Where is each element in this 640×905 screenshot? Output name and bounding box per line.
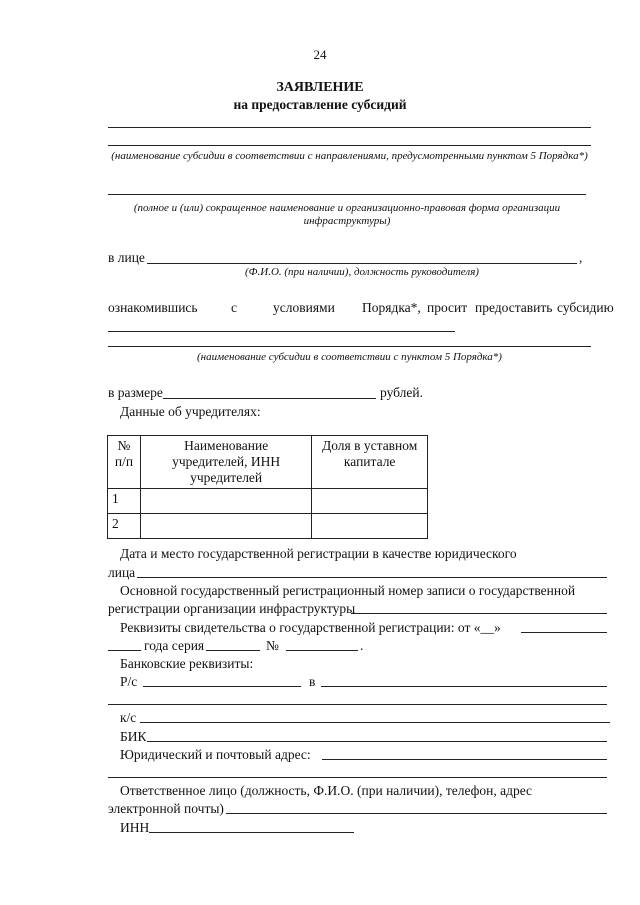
familiar-word-6: предоставить [475, 300, 553, 315]
subsidy-name-note: (наименование субсидии в соответствии с направлениями, предусмотренными пунктом 5 Порядка*) [111, 150, 588, 162]
amount-label: в размере [108, 385, 163, 400]
responsible-line-2: электронной почты) [108, 801, 224, 816]
amount-line[interactable] [163, 398, 376, 399]
table-row [108, 514, 428, 539]
familiar-word-5: просит [427, 300, 468, 315]
row-number: 2 [108, 514, 141, 539]
head-name-line[interactable] [147, 263, 577, 264]
document-subtitle: на предоставление субсидий [233, 97, 407, 112]
founders-table-header-row [108, 436, 428, 489]
ks-label: к/с [120, 710, 137, 725]
org-name-note-2: инфраструктуры) [303, 215, 391, 227]
subsidy-line-2[interactable] [108, 346, 591, 347]
share-cell[interactable] [312, 489, 428, 514]
founder-name-cell[interactable] [140, 514, 311, 539]
rs-label: Р/с [120, 674, 138, 689]
bank-label: Банковские реквизиты: [120, 656, 254, 671]
row-number: 1 [108, 489, 141, 514]
subsidy-line-1[interactable] [108, 331, 455, 332]
rs-in-label: в [309, 674, 316, 689]
founders-label: Данные об учредителях: [120, 404, 261, 419]
familiar-word-3: условиями [273, 300, 335, 315]
responsible-line-1: Ответственное лицо (должность, Ф.И.О. (при наличии), телефон, адрес [120, 783, 533, 798]
page-number: 24 [313, 47, 327, 62]
rs-field[interactable] [143, 686, 301, 687]
subsidy-name-note-2: (наименование субсидии в соответствии с пунктом 5 Порядка*) [197, 351, 502, 363]
in-person-comma: , [579, 250, 583, 265]
bik-field[interactable] [147, 741, 607, 742]
cert-date-field[interactable] [521, 632, 607, 633]
document-title: ЗАЯВЛЕНИЕ [276, 80, 364, 95]
share-cell[interactable] [312, 514, 428, 539]
col-header-number: № п/п [108, 436, 141, 489]
head-name-note: (Ф.И.О. (при наличии), должность руководителя) [245, 266, 479, 278]
amount-unit: рублей. [380, 385, 424, 400]
col-header-founder-name: Наименование учредителей, ИНН учредителей [140, 436, 311, 489]
address-field[interactable] [322, 759, 607, 760]
cert-number-field[interactable] [286, 650, 358, 651]
responsible-field[interactable] [226, 813, 607, 814]
familiar-word-4: Порядка*, [362, 300, 421, 315]
inn-label: ИНН [120, 820, 150, 835]
ks-field[interactable] [140, 722, 610, 723]
reg-date-line-1: Дата и место государственной регистрации в качестве юридического [120, 546, 517, 561]
cert-year-field[interactable] [108, 650, 141, 651]
address-field-2[interactable] [108, 777, 607, 778]
cert-year-label: года серия [144, 638, 205, 653]
cert-line-1: Реквизиты свидетельства о государственной регистрации: от «__» [120, 620, 501, 635]
address-label: Юридический и почтовый адрес: [120, 747, 311, 762]
bank-name-field[interactable] [321, 686, 607, 687]
founders-table [107, 435, 428, 539]
org-name-line[interactable] [108, 194, 586, 195]
subsidy-name-line-1[interactable] [108, 127, 591, 128]
in-person-label: в лице [108, 250, 145, 265]
cert-dot: . [360, 638, 364, 653]
familiar-word-2: с [231, 300, 237, 315]
col-header-share: Доля в уставном капитале [312, 436, 428, 489]
familiar-word-1: ознакомившись [108, 300, 198, 315]
bank-name-field-2[interactable] [108, 704, 607, 705]
org-name-note-1: (полное и (или) сокращенное наименование и организационно-правовая форма организации [133, 202, 561, 214]
bik-label: БИК [120, 729, 147, 744]
table-row [108, 489, 428, 514]
founder-name-cell[interactable] [140, 489, 311, 514]
ogrn-field[interactable] [351, 613, 607, 614]
cert-number-label: № [266, 638, 279, 653]
reg-date-field[interactable] [137, 577, 607, 578]
ogrn-line-1: Основной государственный регистрационный номер записи о государственной [120, 583, 576, 598]
ogrn-line-2: регистрации организации инфраструктуры [108, 601, 356, 616]
cert-series-field[interactable] [206, 650, 260, 651]
inn-field[interactable] [149, 832, 354, 833]
subsidy-name-line-2[interactable] [108, 145, 591, 146]
reg-date-line-2: лица [108, 565, 136, 580]
familiar-word-7: субсидию [557, 300, 614, 315]
